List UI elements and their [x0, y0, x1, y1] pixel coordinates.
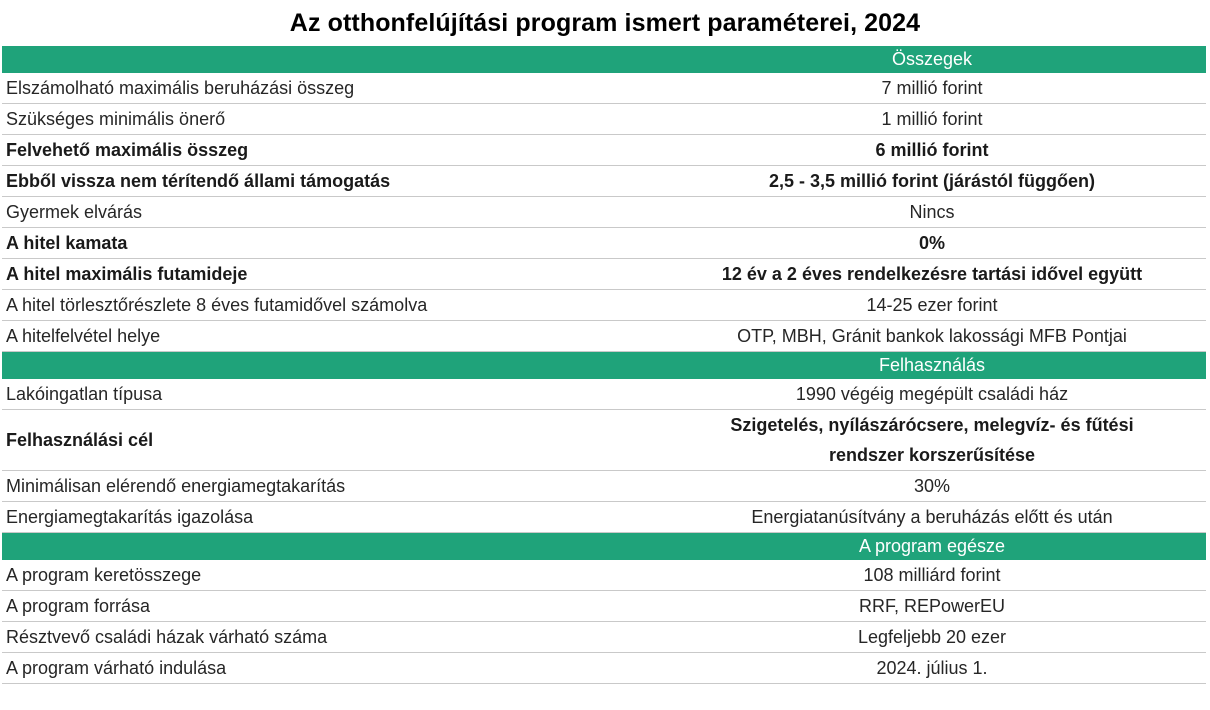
row-label: Szükséges minimális önerő [2, 104, 658, 135]
row-value: OTP, MBH, Gránit bankok lakossági MFB Pontjai [658, 321, 1206, 352]
section-header-spacer [2, 352, 658, 379]
table-row [2, 135, 1206, 166]
row-value-line: rendszer korszerűsítése [828, 445, 1036, 465]
row-value: RRF, REPowerEU [658, 591, 1206, 622]
row-label: Elszámolható maximális beruházási összeg [2, 73, 658, 104]
section-header-spacer [2, 46, 658, 73]
row-label: A hitelfelvétel helye [2, 321, 658, 352]
row-label: Résztvevő családi házak várható száma [2, 622, 658, 653]
table-row [2, 104, 1206, 135]
table-row [2, 166, 1206, 197]
row-label: A hitel maximális futamideje [2, 259, 658, 290]
table-row [2, 560, 1206, 591]
row-value: 1990 végéig megépült családi ház [658, 379, 1206, 410]
table-row [2, 73, 1206, 104]
row-label: Lakóingatlan típusa [2, 379, 658, 410]
row-value: 2024. július 1. [658, 653, 1206, 684]
section-header: Felhasználás [658, 352, 1206, 379]
row-value: 12 év a 2 éves rendelkezésre tartási idővel együtt [658, 259, 1206, 290]
row-value: 1 millió forint [658, 104, 1206, 135]
row-value: Legfeljebb 20 ezer [658, 622, 1206, 653]
row-value: 2,5 - 3,5 millió forint (járástól függően) [658, 166, 1206, 197]
table-row [2, 471, 1206, 502]
row-label: Gyermek elvárás [2, 197, 658, 228]
row-label: A hitel kamata [2, 228, 658, 259]
table-row [2, 379, 1206, 410]
row-value: 30% [658, 471, 1206, 502]
table-row [2, 197, 1206, 228]
table-row [2, 321, 1206, 352]
table-row [2, 622, 1206, 653]
page-title: Az otthonfelújítási program ismert paraméterei, 2024 [289, 9, 921, 37]
table-row [2, 228, 1206, 259]
table-row [2, 259, 1206, 290]
row-value: 7 millió forint [658, 73, 1206, 104]
row-label: Minimálisan elérendő energiamegtakarítás [2, 471, 658, 502]
table-row [2, 653, 1206, 684]
section-header: Összegek [658, 46, 1206, 73]
table-row [2, 290, 1206, 321]
section-header-row [2, 533, 1206, 560]
row-value: 6 millió forint [658, 135, 1206, 166]
row-label: Felhasználási cél [2, 410, 658, 471]
table-row [2, 410, 1206, 471]
row-value-line: Szigetelés, nyílászárócsere, melegvíz- és fűtési [730, 415, 1134, 435]
row-value [658, 410, 1206, 471]
table-row [2, 502, 1206, 533]
section-header-spacer [2, 533, 658, 560]
parameters-table [2, 46, 1206, 684]
row-label: A program várható indulása [2, 653, 658, 684]
row-value: 108 milliárd forint [658, 560, 1206, 591]
row-label: A program forrása [2, 591, 658, 622]
row-label: A program keretösszege [2, 560, 658, 591]
row-value: Nincs [658, 197, 1206, 228]
section-header-row [2, 352, 1206, 379]
row-label: Ebből vissza nem térítendő állami támogatás [2, 166, 658, 197]
row-value: 14-25 ezer forint [658, 290, 1206, 321]
row-label: A hitel törlesztőrészlete 8 éves futamidővel számolva [2, 290, 658, 321]
section-header: A program egésze [658, 533, 1206, 560]
row-value: Energiatanúsítvány a beruházás előtt és után [658, 502, 1206, 533]
row-value: 0% [658, 228, 1206, 259]
row-label: Felvehető maximális összeg [2, 135, 658, 166]
section-header-row [2, 46, 1206, 73]
row-label: Energiamegtakarítás igazolása [2, 502, 658, 533]
table-row [2, 591, 1206, 622]
